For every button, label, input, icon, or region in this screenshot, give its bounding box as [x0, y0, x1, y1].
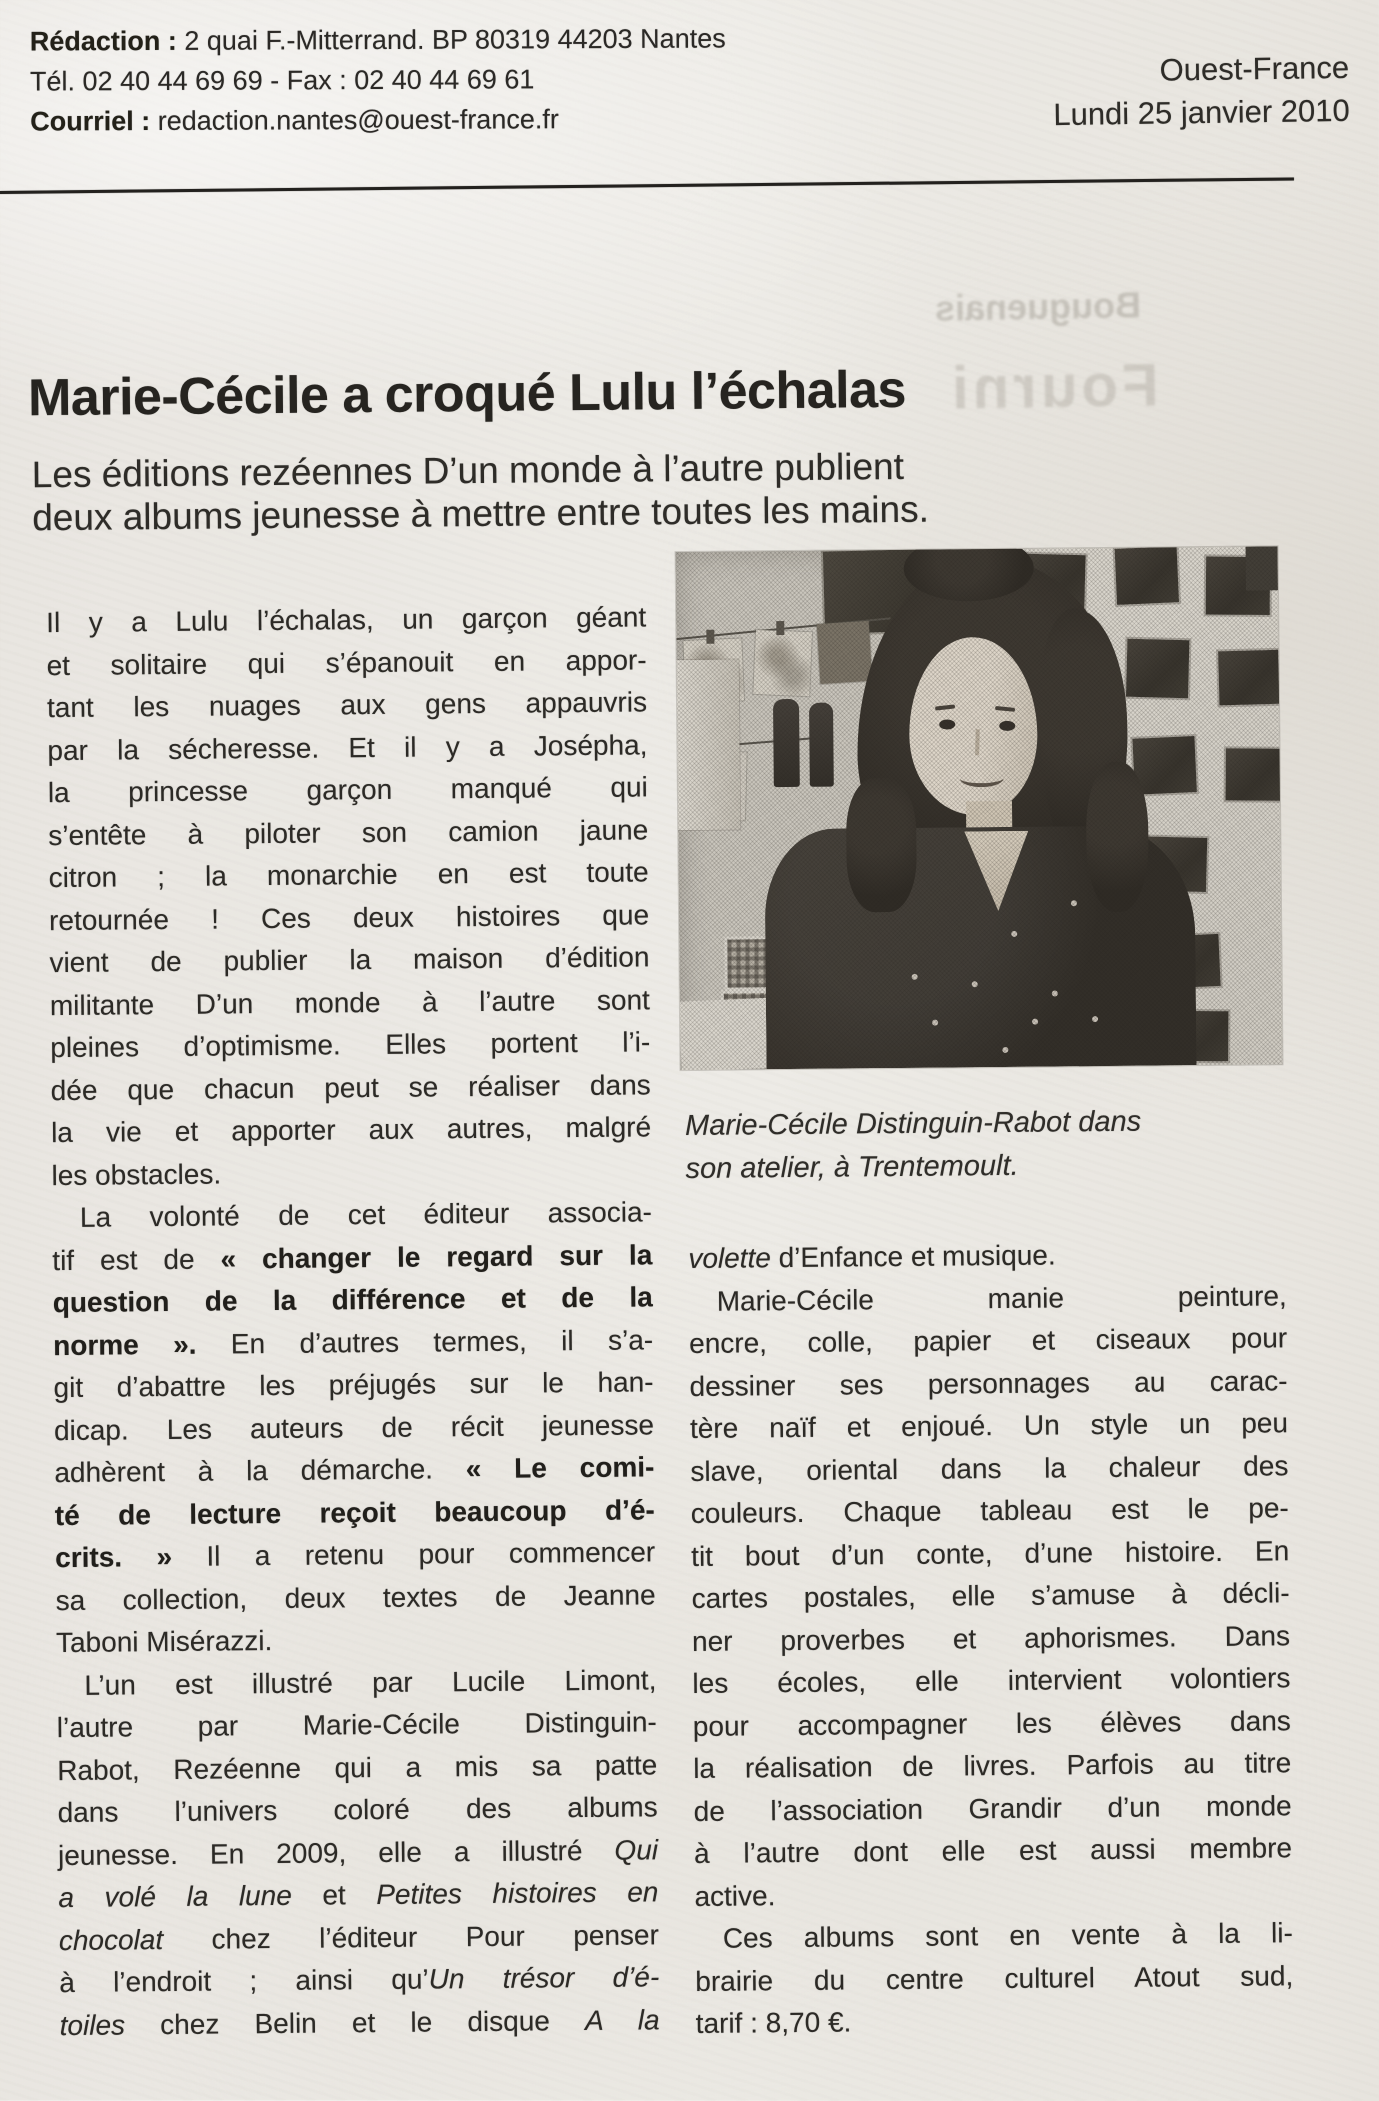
portrait-nose	[975, 729, 980, 755]
wall-artwork-square	[1115, 546, 1179, 605]
text-line: tif est de « changer le regard sur la	[52, 1238, 653, 1276]
clothespin	[706, 630, 714, 644]
redaction-address: 2 quai F.-Mitterrand. BP 80319 44203 Nantes	[176, 23, 726, 56]
text-line: la réalisation de livres. Parfois au titre	[693, 1747, 1292, 1784]
bleedthrough-text-large: Fourni	[947, 351, 1160, 422]
text-line: La volonté de cet éditeur associa-	[79, 1196, 653, 1233]
garment-dot	[972, 981, 978, 987]
text-line: la princesse garçon manqué qui	[47, 771, 648, 809]
text-line: adhèrent à la démarche. « Le comi-	[54, 1451, 655, 1489]
text-line: ner proverbes et aphorismes. Dans	[691, 1619, 1291, 1657]
text-line: les obstacles.	[51, 1157, 222, 1191]
text-line: tarif : 8,70 €.	[695, 2006, 852, 2039]
text-line: volette d’Enfance et musique.	[688, 1239, 1056, 1274]
text-line: Les éditions rezéennes D’un monde à l’autre publient	[31, 445, 905, 496]
wall-artwork-square	[1126, 639, 1189, 699]
garment-dot	[1011, 931, 1017, 937]
garment-dot	[932, 1020, 938, 1026]
text-line: sa collection, deux textes de Jeanne	[55, 1578, 656, 1616]
text-line: dicap. Les auteurs de récit jeunesse	[53, 1408, 655, 1446]
text-line: à l’autre dont elle est aussi membre	[693, 1832, 1293, 1869]
text-line: L’un est illustré par Lucile Limont,	[84, 1663, 657, 1701]
body-column-right	[688, 1232, 1294, 2045]
figurine	[809, 703, 834, 787]
wall-artwork-square	[1226, 748, 1282, 800]
wall-artwork-square	[1132, 736, 1196, 795]
text-line: encre, colle, papier et ciseaux pour	[689, 1322, 1288, 1359]
redaction-label: Rédaction :	[29, 25, 177, 57]
text-line: Marie-Cécile Distinguin-Rabot dans	[684, 1105, 1142, 1143]
text-line: tit bout d’un conte, d’une histoire. En	[691, 1534, 1290, 1572]
text-line: crits. » Il a retenu pour commencer	[55, 1536, 656, 1574]
hanging-postcard	[753, 630, 812, 696]
text-line: militante D’un monde à l’autre sont	[49, 983, 651, 1021]
newspaper-name: Ouest-France	[1158, 49, 1349, 88]
text-line: git d’abattre les préjugés sur le han-	[53, 1366, 654, 1404]
photo	[676, 546, 1283, 1070]
text-line: deux albums jeunesse à mettre entre toutes les mains.	[32, 488, 930, 538]
text-line: dans l’univers coloré des albums	[57, 1791, 658, 1829]
text-line: les écoles, elle intervient volontiers	[692, 1662, 1291, 1699]
text-line: toiles chez Belin et le disque A la	[59, 2003, 660, 2041]
figurine	[773, 699, 800, 787]
text-line: Il y a Lulu l’échalas, un garçon géant	[46, 601, 647, 639]
text-line: citron ; la monarchie en est toute	[48, 856, 649, 894]
portrait-hair-front-strand	[1086, 762, 1149, 913]
text-line: à l’endroit ; ainsi qu’Un trésor d’é-	[59, 1961, 660, 1999]
text-line: son atelier, à Trentemoult.	[685, 1149, 1019, 1185]
text-line: Taboni Misérazzi.	[55, 1625, 273, 1659]
text-line: norme ». En d’autres termes, il s’a-	[53, 1323, 654, 1361]
portrait-hair-front-strand	[846, 778, 917, 913]
email-address: redaction.nantes@ouest-france.fr	[150, 104, 559, 136]
bleedthrough-text-small: Bouguenais	[934, 284, 1142, 329]
text-line: vient de publier la maison d’édition	[49, 941, 650, 979]
text-line: la vie et apporter aux autres, malgré	[50, 1111, 652, 1149]
shelf-object-light	[677, 659, 741, 830]
text-line: et solitaire qui s’épanouit en appor-	[46, 643, 647, 681]
text-line: tant les nuages aux gens appauvris	[46, 686, 648, 724]
text-line: tère naïf et enjoué. Un style un peu	[689, 1407, 1289, 1444]
garment-dot	[1071, 900, 1077, 906]
courriel-label: Courriel :	[30, 105, 151, 137]
text-line: de l’association Grandir d’un monde	[693, 1789, 1292, 1827]
text-line: a volé la lune et Petites histoires en	[58, 1876, 659, 1914]
text-line: slave, oriental dans la chaleur des	[690, 1449, 1289, 1487]
garment-dot	[1052, 990, 1058, 996]
text-line: par la sécheresse. Et il y a Josépha,	[47, 728, 648, 766]
clothespin	[776, 621, 784, 635]
garment-dot	[1032, 1019, 1038, 1025]
text-line: brairie du centre culturel Atout sud,	[695, 1959, 1294, 1997]
article-standfirst	[31, 439, 1183, 538]
text-line: chocolat chez l’éditeur Pour penser	[58, 1918, 659, 1956]
text-line: jeunesse. En 2009, elle a illustré Qui	[57, 1833, 659, 1871]
wall-artwork-square	[1218, 650, 1279, 706]
text-line: dée que chacun peut se réaliser dans	[50, 1068, 651, 1106]
garment-dot	[1092, 1016, 1098, 1022]
body-column-left	[46, 596, 660, 2047]
text-line: dessiner ses personnages au carac-	[689, 1364, 1288, 1402]
artwork-corner	[1246, 546, 1278, 590]
text-line: té de lecture reçoit beaucoup d’é-	[54, 1493, 655, 1531]
text-line: couleurs. Chaque tableau est le pe-	[690, 1492, 1289, 1529]
phone-fax-line: Tél. 02 40 44 69 69 - Fax : 02 40 44 69 61	[29, 64, 535, 97]
text-line: active.	[694, 1879, 776, 1912]
garment-dot	[1002, 1047, 1008, 1053]
text-line: s’entête à piloter son camion jaune	[48, 813, 649, 851]
text-line: Marie-Cécile manie peinture,	[716, 1279, 1287, 1317]
garment-dot	[912, 974, 918, 980]
table-edge	[679, 998, 778, 1071]
hanging-postcard	[817, 621, 873, 684]
text-line: cartes postales, elle s’amuse à décli-	[691, 1577, 1290, 1614]
text-line: l’autre par Marie-Cécile Distinguin-	[56, 1706, 657, 1744]
text-line: pour accompagner les élèves dans	[692, 1704, 1291, 1742]
text-line: retournée ! Ces deux histoires que	[48, 898, 650, 936]
text-line: question de la différence et de la	[52, 1281, 653, 1319]
text-line: Ces albums sont en vente à la li-	[722, 1917, 1293, 1954]
text-line: Rabot, Rezéenne qui a mis sa patte	[57, 1748, 658, 1786]
photo-caption	[685, 1098, 1266, 1189]
article-headline: Marie-Cécile a croqué Lulu l’échalas	[27, 360, 907, 428]
edition-date: Lundi 25 janvier 2010	[1052, 92, 1350, 133]
text-line: pleines d’optimisme. Elles portent l’i-	[50, 1026, 651, 1064]
